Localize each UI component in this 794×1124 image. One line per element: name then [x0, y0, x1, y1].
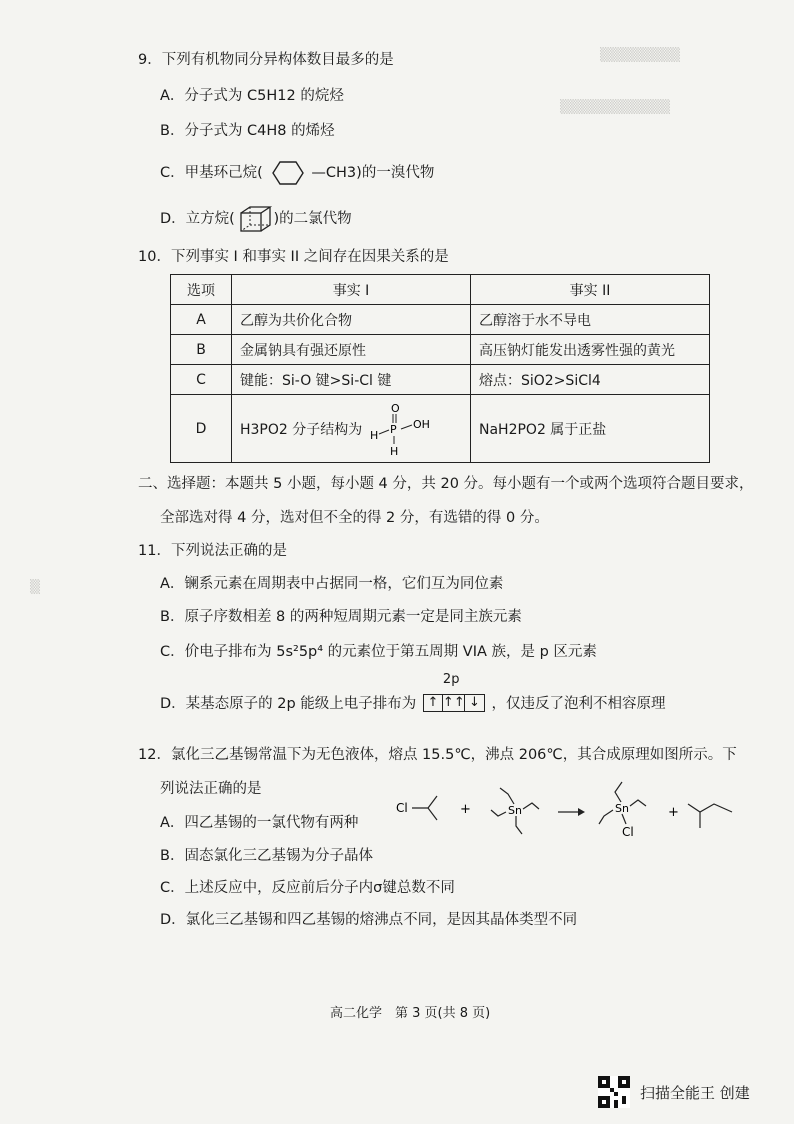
bleed-through-text: ▒: [30, 580, 40, 595]
orbital-diagram-2p: [423, 672, 485, 714]
table-row: [171, 395, 710, 463]
h3po2-structure-icon: [367, 401, 441, 457]
table-cell-fact-2: 高压钠灯能发出透雾性强的黄光: [471, 335, 710, 365]
table-cell-option: B: [171, 335, 232, 365]
scanner-brand-watermark: 扫描全能王 创建: [640, 1084, 750, 1102]
scheme-plus-sign: +: [668, 805, 679, 820]
table-cell-fact-2: 乙醇溶于水不导电: [471, 305, 710, 335]
q12-stem-line-1: 12．氯化三乙基锡常温下为无色液体，熔点 15.5℃，沸点 206℃，其合成原理如图所示。下: [138, 747, 737, 763]
table-header-fact-2: 事实 II: [471, 275, 710, 305]
q12-stem-line-2: 列说法正确的是: [160, 781, 262, 797]
q10-facts-table: [170, 274, 710, 463]
reaction-scheme: [392, 772, 742, 864]
scheme-plus-sign: +: [460, 802, 471, 817]
table-cell-option: A: [171, 305, 232, 335]
q11-option-d: [160, 672, 666, 714]
table-row: [171, 335, 710, 365]
table-cell-fact-1: 金属钠具有强还原性: [232, 335, 471, 365]
struct-atom-h: H: [389, 444, 398, 457]
section-2-instructions-line-2: 全部选对得 4 分，选对但不全的得 2 分，有选错的得 0 分。: [160, 510, 549, 526]
q9-option-d-suffix: )的二氯代物: [273, 211, 352, 227]
q9-option-b: B．分子式为 C4H8 的烯烃: [160, 123, 335, 139]
q12-option-c: C．上述反应中，反应前后分子内σ键总数不同: [160, 880, 455, 896]
q11-option-c: C．价电子排布为 5s²5p⁴ 的元素位于第五周期 VIA 族，是 p 区元素: [160, 644, 597, 660]
q9-option-d: [160, 205, 352, 233]
scheme-atom-cl: Cl: [396, 801, 408, 815]
q11-stem: 11．下列说法正确的是: [138, 543, 287, 559]
q12-option-b: B．固态氯化三乙基锡为分子晶体: [160, 848, 373, 864]
q9-option-a: A．分子式为 C5H12 的烷烃: [160, 88, 344, 104]
q9-option-c-suffix: )的一溴代物: [356, 165, 435, 181]
table-header-option: 选项: [171, 275, 232, 305]
q9-methyl-group: —CH3: [311, 165, 357, 181]
q12-option-d: D．氯化三乙基锡和四乙基锡的熔沸点不同，是因其晶体类型不同: [160, 912, 578, 928]
q11-option-d-suffix: ，仅违反了泡利不相容原理: [491, 696, 666, 712]
q9-option-c: [160, 160, 434, 186]
section-2-instructions-line-1: 二、选择题：本题共 5 小题，每小题 4 分，共 20 分。每小题有一个或两个选项符合题目要求，: [138, 476, 754, 492]
q10-stem: 10．下列事实 I 和事实 II 之间存在因果关系的是: [138, 249, 449, 265]
q12-option-a: A．四乙基锡的一氯代物有两种: [160, 815, 359, 831]
scheme-atom-sn: Sn: [508, 804, 522, 817]
scheme-atom-cl: Cl: [622, 825, 634, 839]
table-cell-fact-2: 熔点：SiO2>SiCl4: [471, 365, 710, 395]
orbital-box: ↑↑: [442, 695, 465, 710]
table-row: [171, 365, 710, 395]
h3po2-label: H3PO2 分子结构为: [240, 421, 363, 438]
bleed-through-text: ▒▒▒▒▒▒▒▒: [600, 48, 680, 63]
table-header-fact-1: 事实 I: [232, 275, 471, 305]
table-header-row: [171, 275, 710, 305]
q11-option-a: A．镧系元素在周期表中占据同一格，它们互为同位素: [160, 576, 504, 592]
q9-option-c-prefix: C．甲基环己烷(: [160, 165, 263, 181]
struct-atom-o: O: [390, 401, 400, 415]
q11-option-b: B．原子序数相差 8 的两种短周期元素一定是同主族元素: [160, 609, 522, 625]
table-cell-fact-1: [232, 395, 471, 463]
bleed-through-text: ▒▒▒▒▒▒▒▒▒▒▒: [560, 100, 670, 115]
table-cell-fact-1: 键能：Si-O 键>Si-Cl 键: [232, 365, 471, 395]
table-row: [171, 305, 710, 335]
cyclohexane-ring-icon: [267, 160, 311, 186]
orbital-label: 2p: [442, 672, 460, 687]
qr-code-icon: [598, 1076, 630, 1108]
struct-atom-p: P: [389, 422, 397, 436]
orbital-box: ↑: [423, 694, 443, 712]
table-cell-option: C: [171, 365, 232, 395]
q11-option-d-prefix: D．某基态原子的 2p 能级上电子排布为: [160, 696, 417, 712]
cubane-icon: [239, 205, 273, 233]
scheme-atom-sn: Sn: [615, 802, 629, 815]
struct-atom-oh: OH: [412, 417, 430, 431]
q9-stem: 9．下列有机物同分异构体数目最多的是: [138, 52, 394, 68]
table-cell-fact-2: NaH2PO2 属于正盐: [471, 395, 710, 463]
page-footer: 高二化学 第 3 页(共 8 页): [330, 1006, 491, 1021]
orbital-box: ↓: [465, 694, 485, 712]
q9-option-d-prefix: D．立方烷(: [160, 211, 235, 227]
struct-atom-h: H: [369, 428, 378, 442]
table-cell-fact-1: 乙醇为共价化合物: [232, 305, 471, 335]
table-cell-option: D: [171, 395, 232, 463]
